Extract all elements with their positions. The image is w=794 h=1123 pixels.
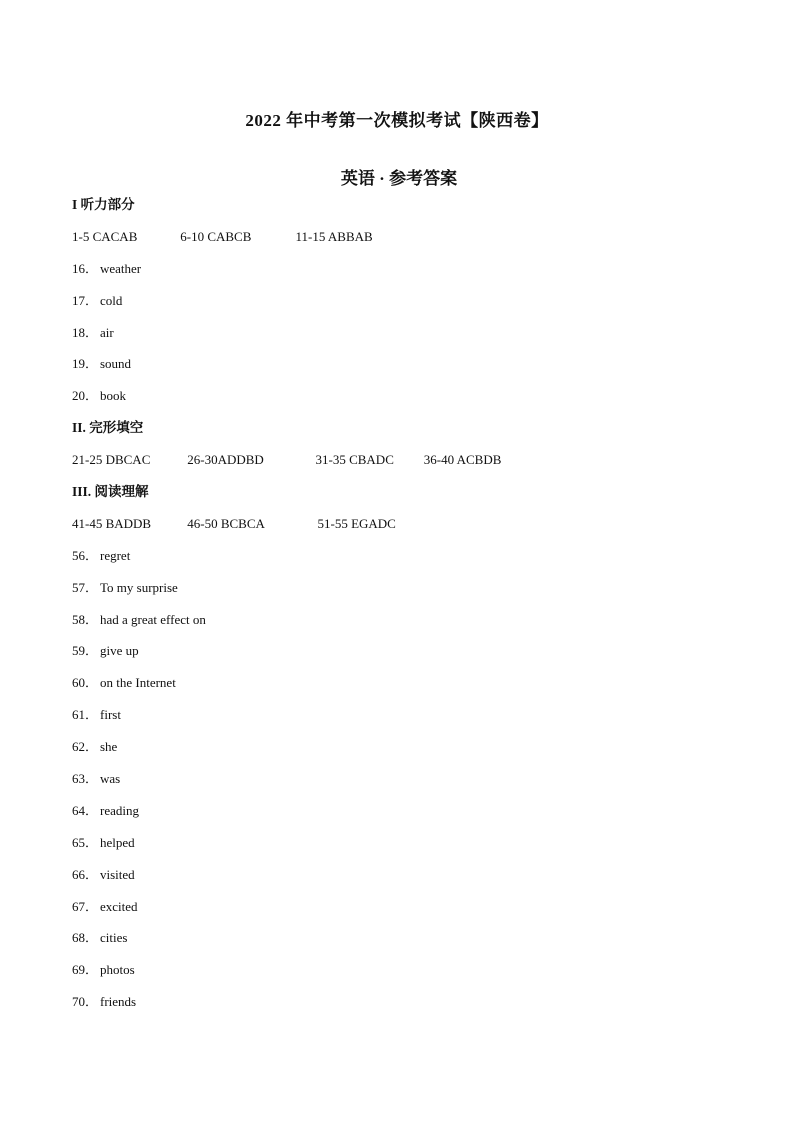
answer-group: 46-50 BCBCA <box>187 515 265 531</box>
answer-item <box>72 290 732 322</box>
answer-number: 19． <box>72 356 99 372</box>
answer-text: sound <box>100 356 132 372</box>
document-title: 2022 年中考第一次模拟考试【陕西卷】 <box>245 111 549 130</box>
answer-group: 11-15 ABBAB <box>295 228 373 244</box>
answer-number: 69． <box>72 962 99 978</box>
answer-item <box>72 704 732 736</box>
answer-text: excited <box>100 898 138 914</box>
answer-number: 18． <box>72 324 99 340</box>
answer-text: give up <box>100 643 139 659</box>
answer-number: 60． <box>72 675 99 691</box>
answer-group: 6-10 CABCB <box>180 228 252 244</box>
answer-item <box>72 322 732 354</box>
answer-group: 26-30ADDBD <box>187 452 264 468</box>
answer-text: she <box>100 739 118 755</box>
answer-number: 66． <box>72 866 99 882</box>
answer-number: 57． <box>72 579 99 595</box>
answer-text: friends <box>100 994 137 1010</box>
answer-number: 59． <box>72 643 99 659</box>
section-heading-reading: III. 阅读理解 <box>72 484 149 500</box>
answer-group: 41-45 BADDB <box>72 515 152 531</box>
answer-groups-cloze <box>72 449 732 481</box>
answer-item <box>72 959 732 991</box>
answer-text: cities <box>100 930 128 946</box>
answer-item <box>72 927 732 959</box>
answer-item <box>72 385 732 417</box>
answer-group: 31-35 CBADC <box>315 452 394 468</box>
answer-text: air <box>100 324 114 340</box>
answer-text: weather <box>100 260 142 276</box>
answer-number: 62． <box>72 739 99 755</box>
answer-item <box>72 736 732 768</box>
answer-text: on the Internet <box>100 675 176 691</box>
answer-number: 67． <box>72 898 99 914</box>
section-heading-cloze: II. 完形填空 <box>72 420 144 436</box>
answer-group: 21-25 DBCAC <box>72 452 151 468</box>
answer-number: 61． <box>72 707 99 723</box>
answer-number: 65． <box>72 834 99 850</box>
answer-number: 20． <box>72 388 99 404</box>
answer-item <box>72 896 732 928</box>
answer-number: 68． <box>72 930 99 946</box>
answer-text: book <box>100 388 126 404</box>
answer-text: visited <box>100 866 135 882</box>
answer-text: first <box>100 707 121 723</box>
answer-item <box>72 258 732 290</box>
answer-number: 63． <box>72 771 99 787</box>
answer-groups-listening <box>72 226 732 258</box>
answer-item <box>72 991 732 1023</box>
answer-item <box>72 577 732 609</box>
answer-number: 17． <box>72 292 99 308</box>
answer-number: 64． <box>72 802 99 818</box>
answer-group: 51-55 EGADC <box>317 515 396 531</box>
answer-text: had a great effect on <box>100 611 206 627</box>
answer-number: 56． <box>72 547 99 563</box>
answer-group: 36-40 ACBDB <box>423 452 502 468</box>
answer-groups-reading <box>72 513 732 545</box>
answer-number: 58． <box>72 611 99 627</box>
answer-text: photos <box>100 962 135 978</box>
answer-item <box>72 768 732 800</box>
answer-item <box>72 864 732 896</box>
answer-text: reading <box>100 802 139 818</box>
answer-text: helped <box>100 834 135 850</box>
answer-content <box>72 194 732 1023</box>
answer-item <box>72 832 732 864</box>
answer-group: 1-5 CACAB <box>72 228 138 244</box>
document-subtitle: 英语 · 参考答案 <box>340 169 458 188</box>
answer-item <box>72 640 732 672</box>
answer-item <box>72 672 732 704</box>
answer-number: 70． <box>72 994 99 1010</box>
answer-item <box>72 800 732 832</box>
answer-text: was <box>100 771 121 787</box>
answer-text: regret <box>100 547 131 563</box>
answer-item <box>72 609 732 641</box>
answer-text: To my surprise <box>100 579 178 595</box>
answer-item <box>72 353 732 385</box>
section-heading-listening: I 听力部分 <box>72 197 135 212</box>
answer-item <box>72 545 732 577</box>
answer-number: 16． <box>72 260 99 276</box>
answer-text: cold <box>100 292 123 308</box>
